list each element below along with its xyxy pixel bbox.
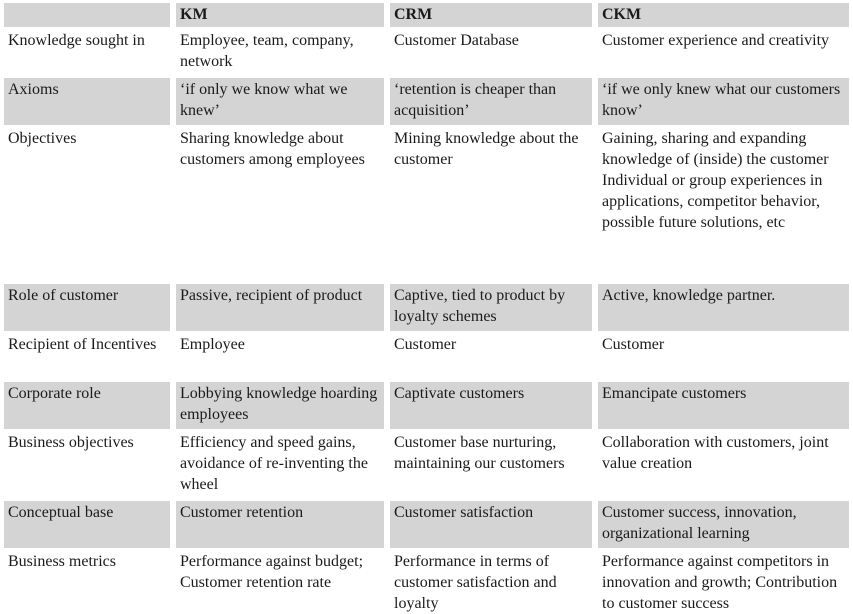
ckm-cell bbox=[598, 127, 849, 282]
km-cell: Customer retention bbox=[176, 501, 384, 548]
crm-cell: ‘retention is cheaper than acquisition’ bbox=[390, 78, 592, 125]
header-cell-km: KM bbox=[176, 3, 384, 27]
row-label: Recipient of Incentives bbox=[8, 336, 157, 353]
ckm-cell: Emancipate customers bbox=[598, 382, 849, 429]
crm-cell: Captivate customers bbox=[390, 382, 592, 429]
km-cell: Performance against budget; Customer retention rate bbox=[180, 553, 364, 591]
km-cell: Efficiency and speed gains, avoidance of re-inventing the wheel bbox=[180, 434, 368, 493]
row-label: Corporate role bbox=[4, 382, 170, 429]
crm-cell: Performance in terms of customer satisfaction and loyalty bbox=[394, 553, 557, 612]
row-label: Conceptual base bbox=[4, 501, 170, 548]
km-cell: ‘if only we know what we knew’ bbox=[176, 78, 384, 125]
ckm-cell: ‘if we only knew what our customers know’ bbox=[598, 78, 849, 125]
ckm-cell-line-1: Gaining, sharing and expanding knowledge of (inside) the customer bbox=[602, 130, 829, 168]
header-cell-ckm: CKM bbox=[598, 3, 849, 27]
ckm-cell-line-2: Individual or group experiences in applications, competitor behavior, possible future solutions, etc bbox=[602, 172, 823, 231]
ckm-cell: Customer bbox=[602, 336, 665, 353]
ckm-cell: Collaboration with customers, joint value creation bbox=[602, 434, 829, 472]
km-cell: Sharing knowledge about customers among employees bbox=[180, 130, 365, 168]
row-label: Knowledge sought in bbox=[8, 32, 145, 49]
crm-cell: Captive, tied to product by loyalty schemes bbox=[390, 284, 592, 331]
header-cell-crm: CRM bbox=[390, 3, 592, 27]
row-label: Business metrics bbox=[8, 553, 116, 570]
crm-cell: Customer bbox=[394, 336, 457, 353]
row-label: Business objectives bbox=[8, 434, 134, 451]
ckm-cell: Active, knowledge partner. bbox=[598, 284, 849, 331]
ckm-cell: Customer experience and creativity bbox=[602, 32, 830, 49]
row-label: Objectives bbox=[8, 130, 77, 147]
crm-cell: Mining knowledge about the customer bbox=[394, 130, 579, 168]
header-cell-empty bbox=[4, 3, 170, 27]
km-cell: Passive, recipient of product bbox=[176, 284, 384, 331]
crm-cell: Customer base nurturing, maintaining our customers bbox=[394, 434, 565, 472]
ckm-cell: Performance against competitors in innovation and growth; Contribution to customer success bbox=[602, 553, 838, 612]
ckm-cell: Customer success, innovation, organizational learning bbox=[598, 501, 849, 548]
comparison-table bbox=[4, 3, 849, 614]
km-cell: Employee bbox=[180, 336, 245, 353]
crm-cell: Customer satisfaction bbox=[390, 501, 592, 548]
row-label: Role of customer bbox=[4, 284, 170, 331]
crm-cell: Customer Database bbox=[394, 32, 519, 49]
km-cell: Employee, team, company, network bbox=[180, 32, 354, 70]
row-label: Axioms bbox=[4, 78, 170, 125]
km-cell: Lobbying knowledge hoarding employees bbox=[176, 382, 384, 429]
